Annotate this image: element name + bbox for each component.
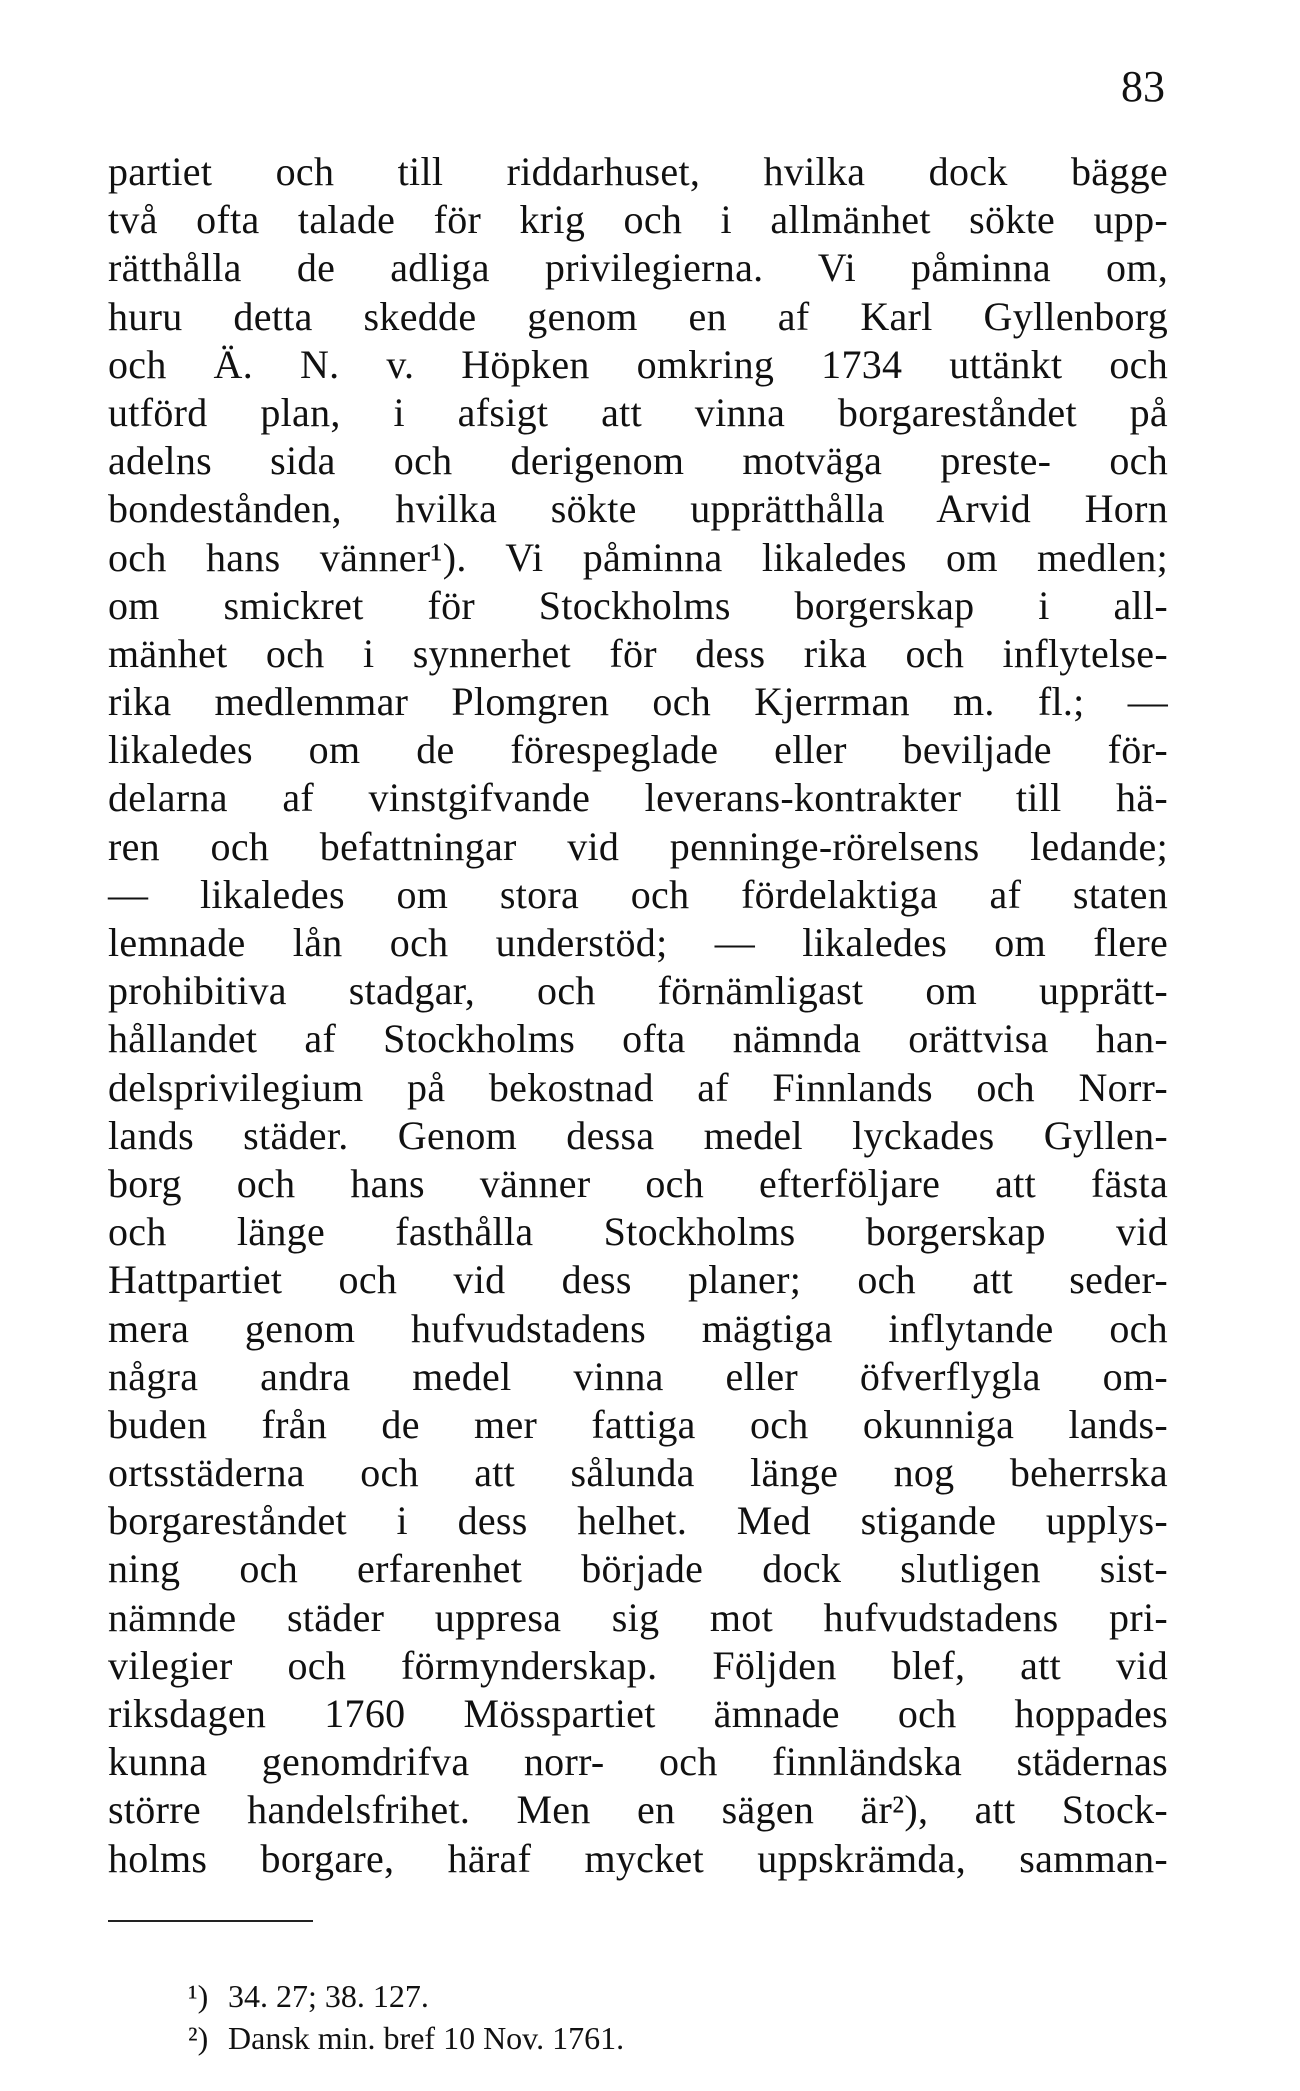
text-line: utförd plan, i afsigt att vinna borgareståndet på	[108, 389, 1168, 435]
text-line: större handelsfrihet. Men en sägen är²), att Stock-	[108, 1787, 1168, 1833]
text-line: borg och hans vänner och efterföljare att fästa	[108, 1160, 1168, 1206]
text-line: riksdagen 1760 Mösspartiet ämnade och hoppades	[108, 1691, 1168, 1736]
text-line: och Ä. N. v. Höpken omkring 1734 uttänkt och	[108, 341, 1168, 387]
text-line: Hattpartiet och vid dess planer; och att seder-	[108, 1257, 1168, 1303]
text-line: rika medlemmar Plomgren och Kjerrman m. fl.; —	[108, 679, 1168, 725]
text-line: prohibitiva stadgar, och förnämligast om upprätt-	[108, 968, 1168, 1014]
footnote-divider	[108, 1920, 313, 1922]
footnote-marker: ¹)	[188, 1978, 209, 2014]
text-line: hållandet af Stockholms ofta nämnda orättvisa han-	[108, 1016, 1168, 1062]
text-line: likaledes om de förespeglade eller beviljade för-	[108, 727, 1168, 773]
text-line: och länge fasthålla Stockholms borgerskap vid	[108, 1209, 1168, 1255]
text-line: och hans vänner¹). Vi påminna likaledes om medlen;	[108, 534, 1168, 580]
body-text	[108, 148, 1168, 1883]
text-line: borgareståndet i dess helhet. Med stigande upplys-	[108, 1498, 1168, 1544]
text-line: delsprivilegium på bekostnad af Finnlands och Norr-	[108, 1064, 1168, 1110]
text-line: två ofta talade för krig och i allmänhet sökte upp-	[108, 197, 1168, 243]
text-line: — likaledes om stora och fördelaktiga af staten	[108, 871, 1168, 917]
text-line: buden från de mer fattiga och okunniga lands-	[108, 1401, 1168, 1447]
text-line: nämnde städer uppresa sig mot hufvudstadens pri-	[108, 1594, 1168, 1640]
text-line: huru detta skedde genom en af Karl Gyllenborg	[108, 293, 1168, 339]
text-line: rätthålla de adliga privilegierna. Vi påminna om,	[108, 245, 1168, 291]
text-line: kunna genomdrifva norr- och finnländska städernas	[108, 1739, 1168, 1785]
text-line: bondestånden, hvilka sökte upprätthålla Arvid Horn	[108, 486, 1168, 532]
page-number: 83	[1121, 62, 1165, 111]
text-line: lands städer. Genom dessa medel lyckades Gyllen-	[108, 1112, 1168, 1158]
footnote-text: 34. 27; 38. 127.	[228, 1978, 429, 2014]
text-line: ning och erfarenhet började dock slutligen sist-	[108, 1546, 1168, 1592]
footnote-marker: ²)	[188, 2020, 209, 2056]
text-line: lemnade lån och understöd; — likaledes om flere	[108, 920, 1168, 965]
text-line: ren och befattningar vid penninge-rörelsens ledande;	[108, 823, 1168, 869]
text-line: om smickret för Stockholms borgerskap i all-	[108, 582, 1168, 628]
text-line: några andra medel vinna eller öfverflygla om-	[108, 1353, 1168, 1399]
text-line: adelns sida och derigenom motväga preste- och	[108, 438, 1168, 484]
text-line: partiet och till riddarhuset, hvilka dock bägge	[108, 149, 1168, 194]
text-line: mera genom hufvudstadens mägtiga inflytande och	[108, 1305, 1168, 1351]
text-line: mänhet och i synnerhet för dess rika och inflytelse-	[108, 630, 1168, 676]
text-line: holms borgare, häraf mycket uppskrämda, samman-	[108, 1835, 1168, 1881]
footnote	[188, 1975, 1088, 2017]
text-line: ortsstäderna och att sålunda länge nog beherrska	[108, 1450, 1168, 1496]
footnote-text: Dansk min. bref 10 Nov. 1761.	[228, 2020, 625, 2056]
footnote	[188, 2017, 1088, 2059]
text-line: delarna af vinstgifvande leverans-kontrakter till hä-	[108, 775, 1168, 821]
text-line: vilegier och förmynderskap. Följden blef, att vid	[108, 1642, 1168, 1688]
footnotes	[188, 1975, 1088, 2059]
